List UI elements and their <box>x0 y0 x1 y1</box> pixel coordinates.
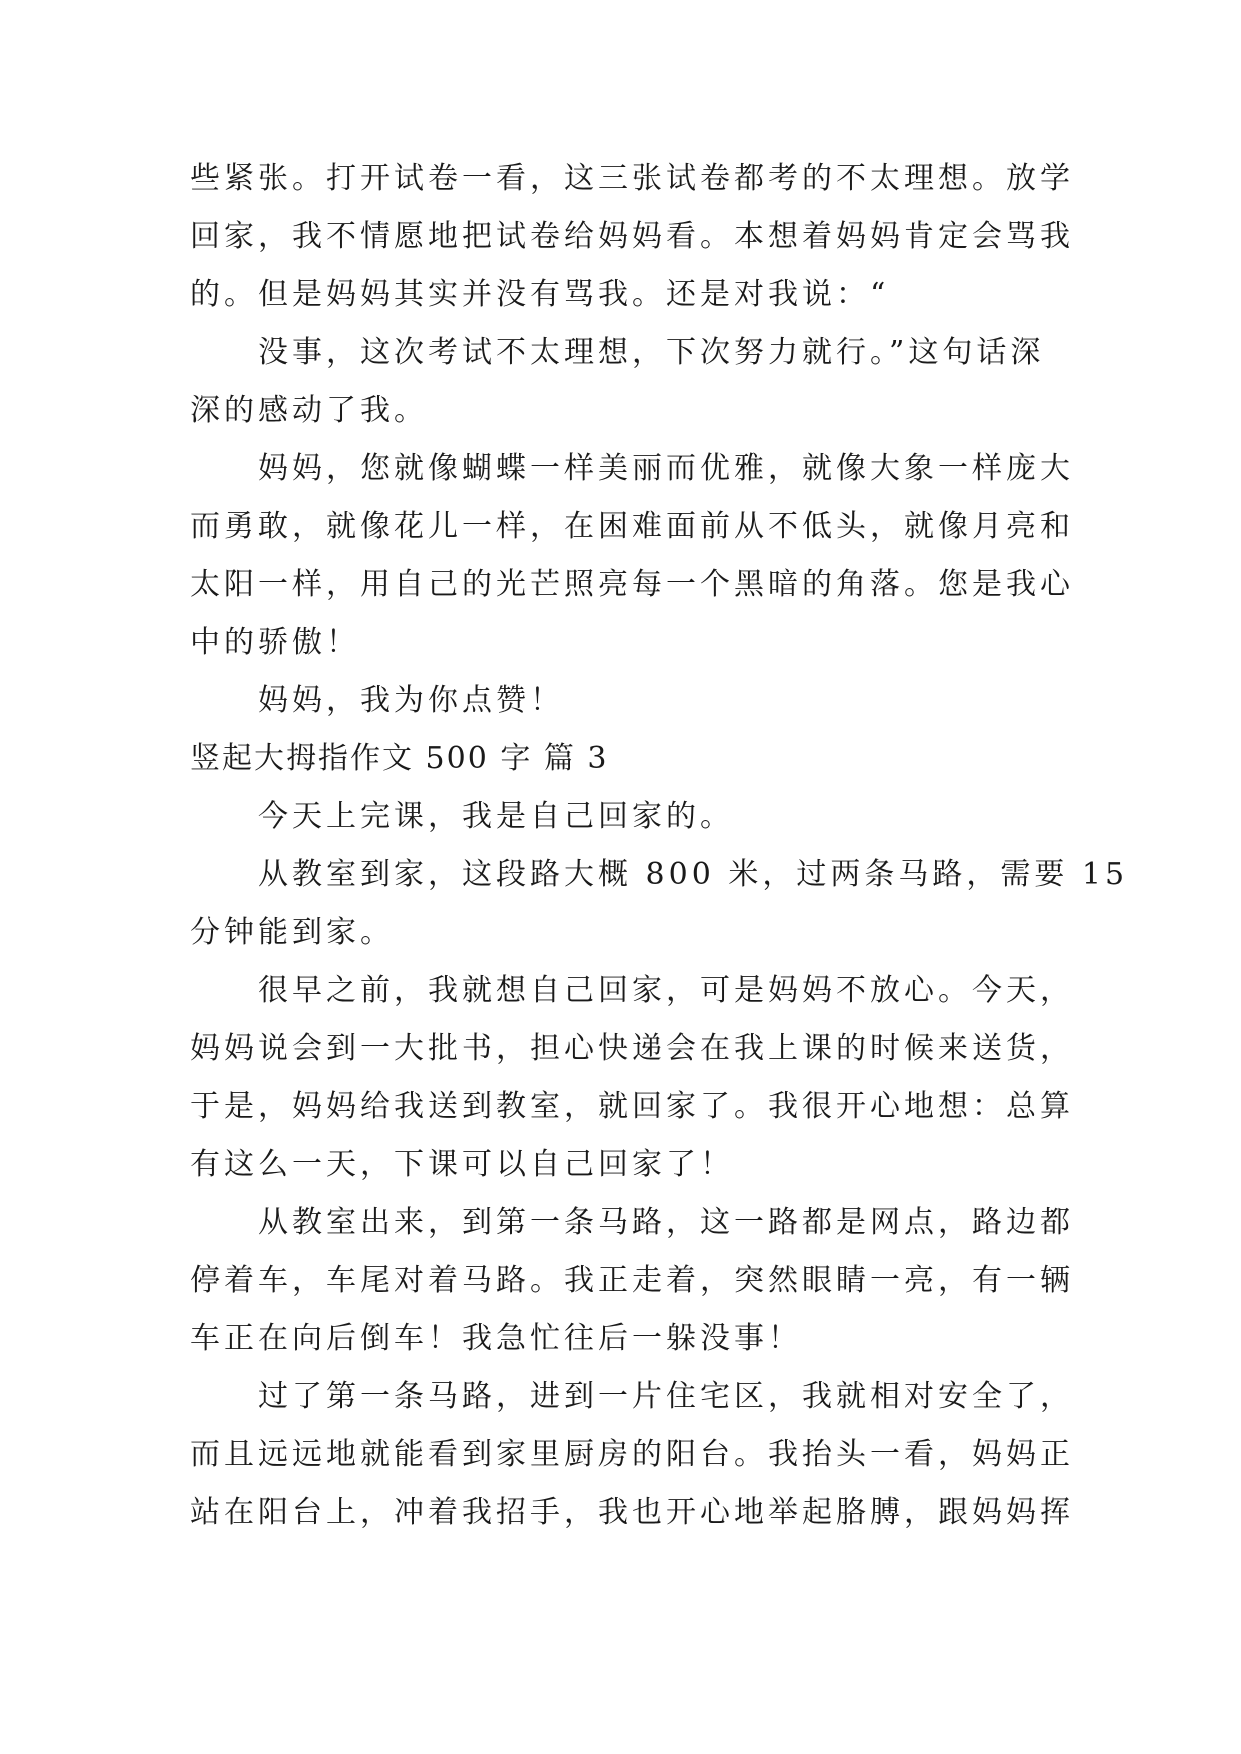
text-line: 回家，我不情愿地把试卷给妈妈看。本想着妈妈肯定会骂我 <box>190 219 1074 254</box>
section-heading: 竖起大拇指作文 500 字 篇 3 <box>190 741 609 776</box>
paragraph-start-line: 从教室到家，这段路大概 800 米，过两条马路，需要 15 <box>258 857 1129 892</box>
text-line: 停着车，车尾对着马路。我正走着，突然眼睛一亮，有一辆 <box>190 1263 1074 1298</box>
text-line: 于是，妈妈给我送到教室，就回家了。我很开心地想：总算 <box>190 1089 1074 1124</box>
text-line: 中的骄傲！ <box>190 625 360 660</box>
paragraph-start-line: 妈妈，您就像蝴蝶一样美丽而优雅，就像大象一样庞大 <box>258 451 1074 486</box>
text-line: 车正在向后倒车！我急忙往后一躲没事！ <box>190 1321 802 1356</box>
text-line: 有这么一天，下课可以自己回家了！ <box>190 1147 734 1182</box>
text-line: 分钟能到家。 <box>190 915 394 950</box>
essay-body <box>190 150 1129 1542</box>
text-line: 而勇敢，就像花儿一样，在困难面前从不低头，就像月亮和 <box>190 509 1074 544</box>
paragraph-start-line: 没事，这次考试不太理想，下次努力就行。”这句话深 <box>258 335 1045 370</box>
text-line: 深的感动了我。 <box>190 393 428 428</box>
text-line: 太阳一样，用自己的光芒照亮每一个黑暗的角落。您是我心 <box>190 567 1074 602</box>
text-line: 站在阳台上，冲着我招手，我也开心地举起胳膊，跟妈妈挥 <box>190 1495 1074 1530</box>
paragraph-start-line: 妈妈，我为你点赞！ <box>258 683 564 718</box>
paragraph-start-line: 很早之前，我就想自己回家，可是妈妈不放心。今天， <box>258 973 1074 1008</box>
text-line: 些紧张。打开试卷一看，这三张试卷都考的不太理想。放学 <box>190 161 1074 196</box>
text-line: 妈妈说会到一大批书，担心快递会在我上课的时候来送货， <box>190 1031 1074 1066</box>
paragraph-start-line: 今天上完课，我是自己回家的。 <box>258 799 734 834</box>
paragraph-start-line: 从教室出来，到第一条马路，这一路都是网点，路边都 <box>258 1205 1074 1240</box>
paragraph-start-line: 过了第一条马路，进到一片住宅区，我就相对安全了， <box>258 1379 1074 1414</box>
text-line: 而且远远地就能看到家里厨房的阳台。我抬头一看，妈妈正 <box>190 1437 1074 1472</box>
text-line: 的。但是妈妈其实并没有骂我。还是对我说：“ <box>190 277 890 312</box>
